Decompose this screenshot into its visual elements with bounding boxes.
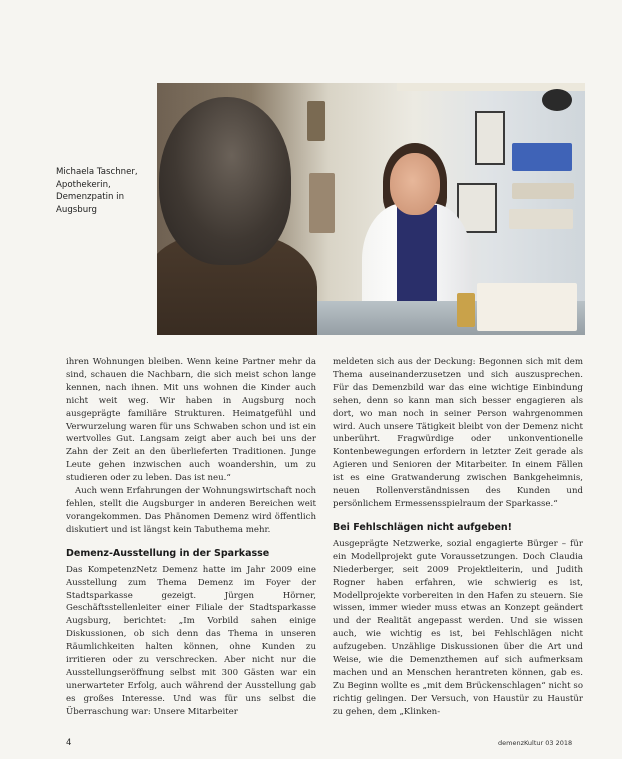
body-paragraph: ihren Wohnungen bleiben. Wenn keine Partner mehr da sind, schauen die Nachbarn, die sich meist schon lange kennen, nach ihnen. Mit uns wohnen die Kinder auch nicht weit weg. Wir haben in Augsburg noch ausgeprägte familiäre Strukturen. Heimatgefühl und Verwurzelung waren für uns Schwaben schon und ist ein wertvolles Gut. Langsam zeigt aber auch bei uns der Zahn der Zeit an den überlieferten Traditionen. Junge Leute gehen inzwischen auch woandershin, um zu studieren oder zu leben. Das ist neu.“ bbox=[66, 357, 316, 484]
article-photo bbox=[157, 83, 585, 335]
pharmacist-top bbox=[397, 205, 437, 315]
counter-products bbox=[477, 283, 577, 331]
shelf-box bbox=[309, 173, 335, 233]
page-number: 4 bbox=[66, 738, 72, 748]
caption-line: Michaela Taschner, bbox=[56, 167, 138, 177]
caption-line: Demenzpatin in bbox=[56, 192, 125, 202]
shelf-box bbox=[509, 209, 573, 229]
pharmacist-face bbox=[390, 153, 440, 215]
body-paragraph: Ausgeprägte Netzwerke, sozial engagierte Bürger – für ein Modellprojekt gute Voraussetzungen. Doch Claudia Niederberger, seit 2009 Projektleiterin, und Judith Rogner haben erfahren, wie schwierig es ist, Modellprojekte vorbereiten in den Hafen zu steuern. Sie wissen, immer wieder muss etwas an Konzept geändert und der Realität angepasst werden. Und sie wissen auch, wie wichtig es ist, bei Fehlschlägen nicht aufzugeben. Unzählige Diskussionen über die Art und Weise, wie die Demenzthemen auf sich aufmerksam machen und an Menschen herantreten können, gab es. Zu Beginn wollte es „mit dem Brückenschlagen“ nicht so richtig gelingen. Der Versuch, von Haustür zu Haustür zu gehen, dem „Klinken- bbox=[333, 538, 583, 717]
shelf-clock bbox=[542, 89, 572, 111]
wall-frame bbox=[475, 111, 505, 165]
body-paragraph: Auch wenn Erfahrungen der Wohnungswirtschaft noch fehlen, stellt die Augsburger in anderen Bereichen weit vorangekommen. Das Phänomen Demenz wird öffentlich diskutiert und ist längst kein Tabuthema mehr. bbox=[66, 486, 316, 535]
shelf-box bbox=[512, 143, 572, 171]
body-paragraph: Das KompetenzNetz Demenz hatte im Jahr 2009 eine Ausstellung zum Thema Demenz im Foyer der Stadtsparkasse gezeigt. Jürgen Hörner, Geschäftsstellenleiter einer Filiale der Stadtsparkasse Augsburg, berichtet: „Im Vorbild sahen einige Diskussionen, ob sich denn das Thema in unseren Räumlichkeiten halten können, ohne Kunden zu irritieren oder zu verschrecken. Aber nicht nur die Ausstellungseröffnung selbst mit 300 Gästen war ein unerwarteter Erfolg, auch während der Ausstellung gab es großes Interesse. Und was für uns selbst die Überraschung war: Unsere Mitarbeiter bbox=[66, 564, 316, 717]
left-column bbox=[66, 356, 316, 719]
right-column bbox=[333, 356, 583, 719]
caption-line: Apothekerin, bbox=[56, 179, 111, 190]
photo-caption bbox=[56, 166, 176, 216]
customer-head bbox=[159, 97, 291, 265]
publication-name: demenzKultur 03 2018 bbox=[498, 739, 573, 747]
shelf-box bbox=[307, 101, 325, 141]
counter-products bbox=[457, 293, 475, 327]
section-heading: Bei Fehlschlägen nicht aufgeben! bbox=[333, 521, 512, 533]
shelf-box bbox=[512, 183, 574, 199]
section-heading: Demenz-Ausstellung in der Sparkasse bbox=[66, 547, 270, 559]
body-paragraph: meldeten sich aus der Deckung: Begonnen sich mit dem Thema auseinanderzusetzen und sich auszusprechen. Für das Demenzbild war das eine wichtige Einbindung sehen, denn so kann man sich besser engagieren als dort, wo man noch in seiner Person wahrgenommen wird. Auch unsere Tätigkeit bleibt von der Demenz nicht unberührt. Fragwürdige oder unkonventionelle Kontenbewegungen erfordern in letzter Zeit gerade als Agieren und Senioren der Mitarbeiter. In einem Fällen ist es eine Gratwanderung zwischen Bankgeheimnis, neuen Rollenverständnissen des Kunden und persönlichem Ermessensspielraum der Sparkasse.“ bbox=[333, 357, 583, 509]
caption-line: Augsburg bbox=[56, 204, 97, 215]
